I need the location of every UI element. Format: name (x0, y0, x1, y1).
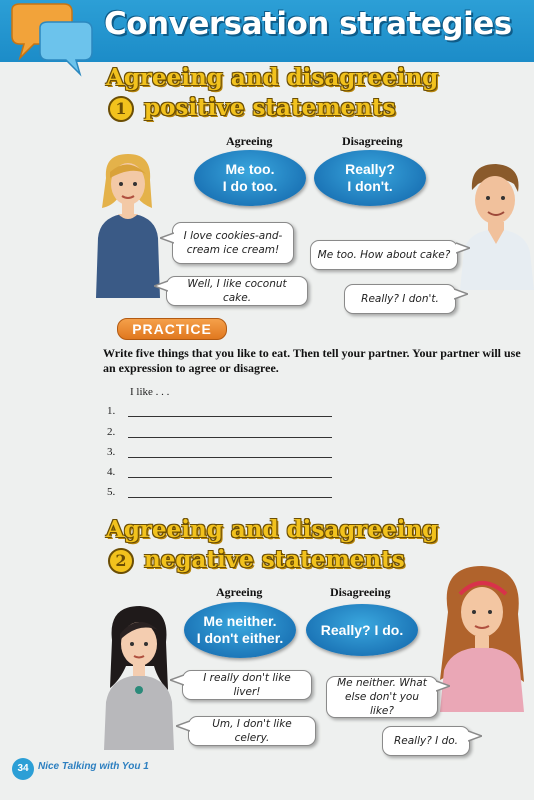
section2-subtitle-row (108, 546, 405, 574)
practice-badge: PRACTICE (117, 318, 227, 340)
disagreeing-label: Disagreeing (342, 134, 403, 148)
section2-title: Agreeing and disagreeing (106, 516, 439, 543)
answer-line[interactable] (128, 416, 332, 417)
disagree-phrase-line: Really? (345, 161, 395, 177)
answer-number: 1. (107, 405, 116, 417)
disagree-phrase-oval (306, 604, 418, 656)
woman-blonde-illustration (88, 148, 168, 298)
bubble-tail (456, 242, 470, 254)
answer-line[interactable] (128, 437, 332, 438)
woman-dark-hair-illustration (98, 600, 180, 750)
section1-number: 1 (108, 96, 134, 122)
speech-bubble-me-too-cake: Me too. How about cake? (310, 240, 458, 270)
speech-bubble-really-dont: Really? I don't. (344, 284, 456, 314)
speech-bubble-dont-like-liver: I really don't like liver! (182, 670, 312, 700)
bubble-line: Me neither. What (337, 677, 427, 689)
speech-bubble-really-do: Really? I do. (382, 726, 470, 756)
answer-number: 5. (107, 486, 116, 498)
chat-bubbles-icon (6, 2, 94, 78)
bubble-tail (154, 280, 168, 292)
agree-phrase-line: Me neither. (203, 613, 277, 629)
section1-title: Agreeing and disagreeing (106, 64, 439, 91)
book-title: Nice Talking with You 1 (38, 761, 149, 772)
agree-phrase-oval (184, 602, 296, 658)
bubble-line: I love cookies-and- (183, 230, 283, 242)
answer-number: 4. (107, 466, 116, 478)
bubble-tail (160, 232, 174, 244)
speech-bubble-dont-like-celery: Um, I don't like celery. (188, 716, 316, 746)
practice-prompt: I like . . . (130, 386, 170, 398)
agree-phrase-line: Me too. (225, 161, 275, 177)
man-illustration (458, 160, 534, 290)
practice-instructions: Write five things that you like to eat. Then tell your partner. Your partner will use an expression to agree or disagree. (103, 346, 521, 375)
agreeing-label: Agreeing (216, 585, 263, 599)
agree-phrase-line: I don't either. (196, 630, 284, 646)
bubble-tail (468, 730, 482, 742)
section2-subtitle: negative statements (144, 546, 405, 573)
answer-line[interactable] (128, 477, 332, 478)
section1-subtitle: positive statements (144, 94, 396, 121)
disagree-phrase-line: Really? I do. (320, 621, 404, 638)
bubble-line: else don't you like? (344, 691, 420, 717)
agreeing-label: Agreeing (226, 134, 273, 148)
disagreeing-label: Disagreeing (330, 585, 391, 599)
page-title: Conversation strategies (104, 6, 512, 42)
answer-line[interactable] (128, 457, 332, 458)
speech-bubble-coconut-cake: Well, I like coconut cake. (166, 276, 308, 306)
speech-bubble-me-neither (326, 676, 438, 718)
answer-number: 3. (107, 446, 116, 458)
bubble-tail (170, 674, 184, 686)
disagree-phrase-line: I don't. (347, 178, 393, 194)
answer-line[interactable] (128, 497, 332, 498)
bubble-tail (176, 720, 190, 732)
bubble-tail (454, 288, 468, 300)
speech-bubble-love-cookies (172, 222, 294, 264)
answer-number: 2. (107, 426, 116, 438)
page-number: 34 (12, 758, 34, 780)
bubble-tail (436, 680, 450, 692)
agree-phrase-oval (194, 150, 306, 206)
bubble-line: cream ice cream! (186, 244, 280, 256)
agree-phrase-line: I do too. (222, 178, 278, 194)
section2-number: 2 (108, 548, 134, 574)
section1-subtitle-row (108, 94, 395, 122)
disagree-phrase-oval (314, 150, 426, 206)
